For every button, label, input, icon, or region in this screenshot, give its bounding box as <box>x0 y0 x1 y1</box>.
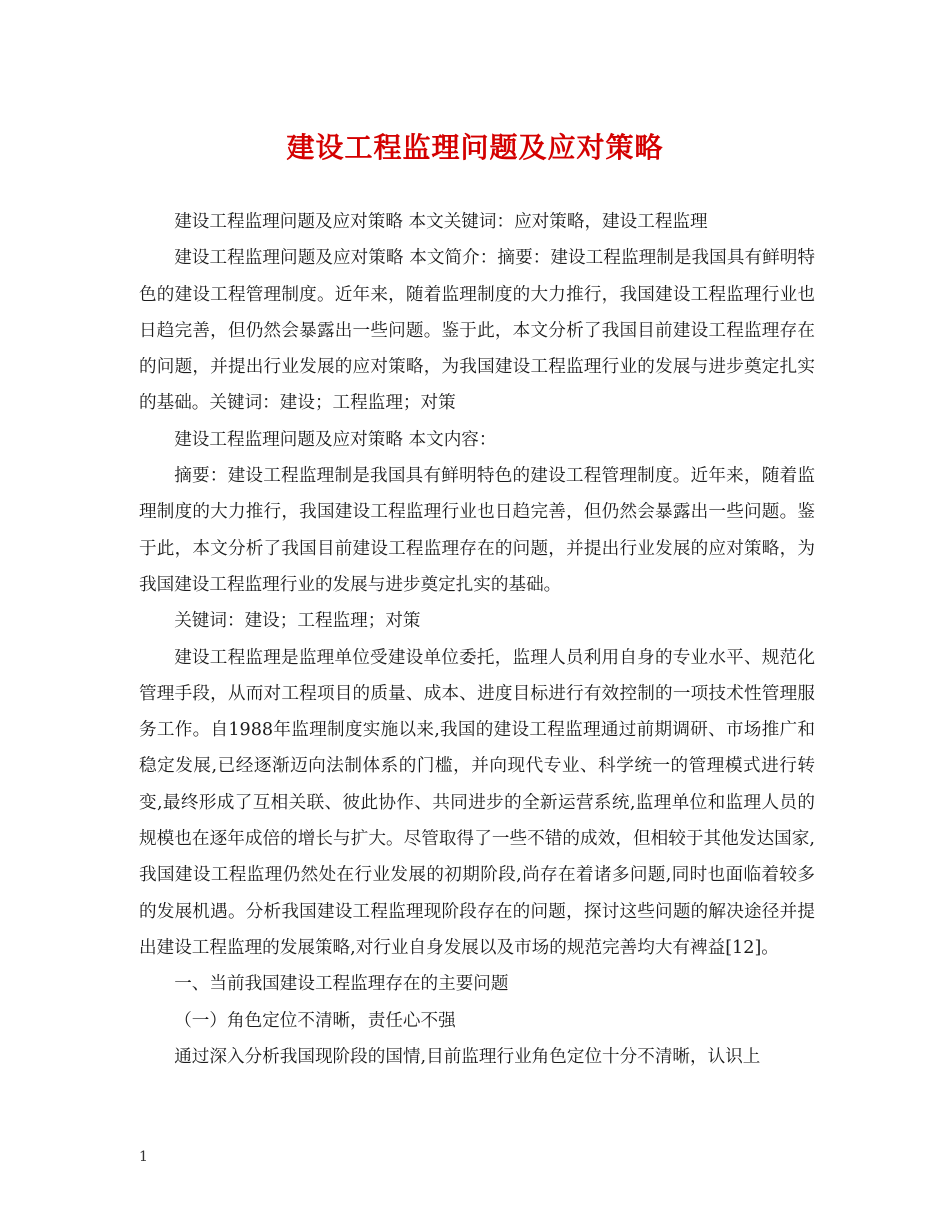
content-heading: 建设工程监理问题及应对策略 本文内容： <box>174 429 497 450</box>
intro-paragraph: 建设工程监理是监理单位受建设单位委托，监理人员利用自身的专业水平、规范化管理手段，从而对工程项目的质量、成本、进度目标进行有效控制的一项技术性管理服务工作。自1988年监理制度实施以来,我国的建设工程监理通过前期调研、市场推广和稳定发展,已经逐渐迈向法制体系的门槛，并向现代专业、科学统一的管理模式进行转变,最终形成了互相关联、彼此协作、共同进步的全新运营系统,监理单位和监理人员的规模也在逐年成倍的增长与扩大。尽管取得了一些不错的成效，但相较于其他发达国家,我国建设工程监理仍然处在行业发展的初期阶段,尚存在着诸多问题,同时也面临着较多的发展机遇。分析我国建设工程监理现阶段存在的问题，探讨这些问题的解决途径并提出建设工程监理的发展策略,对行业自身发展以及市场的规范完善均大有裨益[12]。 <box>139 647 815 958</box>
subsection-heading: （一）角色定位不清晰，责任心不强 <box>174 1010 456 1031</box>
page-number: 1 <box>139 1149 148 1165</box>
summary-paragraph: 建设工程监理问题及应对策略 本文简介：摘要：建设工程监理制是我国具有鲜明特色的建设工程管理制度。近年来，随着监理制度的大力推行，我国建设工程监理行业也日趋完善，但仍然会暴露出一些问题。鉴于此，本文分析了我国目前建设工程监理存在的问题，并提出行业发展的应对策略，为我国建设工程监理行业的发展与进步奠定扎实的基础。关键词：建设；工程监理；对策 <box>139 248 815 414</box>
section-heading: 一、当前我国建设工程监理存在的主要问题 <box>174 974 509 995</box>
keywords-line: 建设工程监理问题及应对策略 本文关键词：应对策略，建设工程监理 <box>174 212 708 232</box>
body-paragraph: 通过深入分析我国现阶段的国情,目前监理行业角色定位十分不清晰，认识上 <box>174 1046 761 1067</box>
document-title: 建设工程监理问题及应对策略 <box>286 131 664 164</box>
abstract-paragraph: 摘要：建设工程监理制是我国具有鲜明特色的建设工程管理制度。近年来，随着监理制度的大力推行，我国建设工程监理行业也日趋完善，但仍然会暴露出一些问题。鉴于此，本文分析了我国目前建设工程监理存在的问题，并提出行业发展的应对策略，为我国建设工程监理行业的发展与进步奠定扎实的基础。 <box>139 466 815 595</box>
document-body <box>139 204 815 1075</box>
keywords-paragraph: 关键词：建设；工程监理；对策 <box>174 611 421 632</box>
